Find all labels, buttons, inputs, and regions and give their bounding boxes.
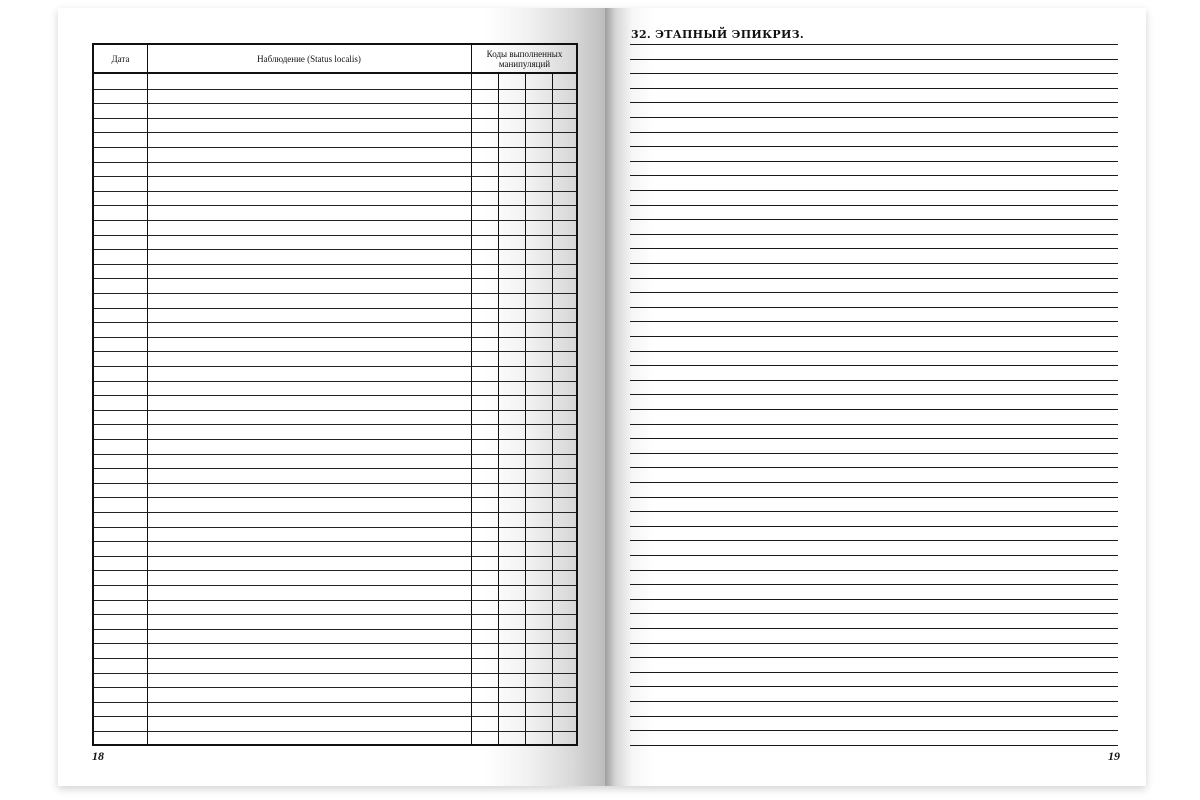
ruled-line [630,424,1118,425]
ruled-line [630,716,1118,717]
ruled-line [630,44,1118,45]
page-number-left: 18 [92,749,104,763]
ruled-line [630,526,1118,527]
table-row-line [94,103,576,104]
table-row-line [94,468,576,469]
table-row-line [94,497,576,498]
header-date: Дата [111,53,130,64]
table-row-line [94,235,576,236]
table-row-line [94,176,576,177]
table-row-line [94,600,576,601]
table-row-line [94,483,576,484]
ruled-line [630,161,1118,162]
ruled-line [630,394,1118,395]
ruled-line [630,132,1118,133]
ruled-line [630,146,1118,147]
ruled-line [630,336,1118,337]
ruled-line [630,88,1118,89]
table-row-line [94,410,576,411]
ruled-line [630,292,1118,293]
ruled-line [630,321,1118,322]
ruled-line [630,263,1118,264]
table-row-line [94,118,576,119]
table-row-line [94,439,576,440]
table-row-line [94,570,576,571]
table-row-line [94,89,576,90]
table-row-line [94,249,576,250]
table-row-line [94,702,576,703]
ruled-line [630,540,1118,541]
ruled-line [630,351,1118,352]
ruled-line [630,102,1118,103]
ruled-line [630,570,1118,571]
table-row-line [94,643,576,644]
page-number-right: 19 [1108,749,1120,763]
table-row-line [94,731,576,732]
ruled-line [630,467,1118,468]
table-row-line [94,337,576,338]
ruled-line [630,205,1118,206]
ruled-line [630,190,1118,191]
ruled-line [630,438,1118,439]
table-row-line [94,585,576,586]
table-row-line [94,541,576,542]
table-row-line [94,716,576,717]
table-row-line [94,278,576,279]
table-row-line [94,162,576,163]
ruled-line [630,643,1118,644]
ruled-line [630,380,1118,381]
ruled-line [630,73,1118,74]
table-row-line [94,220,576,221]
header-codes: Коды выполненных манипуляций [486,48,563,69]
ruled-line [630,59,1118,60]
table-row-line [94,658,576,659]
table-row-line [94,512,576,513]
table-row-line [94,308,576,309]
table-row-line [94,366,576,367]
observation-table [92,43,578,746]
table-row-line [94,322,576,323]
table-row-line [94,614,576,615]
ruled-line [630,248,1118,249]
ruled-line [630,584,1118,585]
ruled-line [630,365,1118,366]
ruled-line [630,511,1118,512]
ruled-line [630,701,1118,702]
ruled-line [630,482,1118,483]
ruled-line [630,307,1118,308]
header-observation: Наблюдение (Status localis) [257,53,361,64]
table-row-line [94,205,576,206]
table-row-line [94,556,576,557]
ruled-line [630,628,1118,629]
table-row-line [94,454,576,455]
table-row-line [94,293,576,294]
ruled-line [630,219,1118,220]
ruled-line [630,730,1118,731]
table-row-line [94,687,576,688]
right-page [605,8,1146,786]
section-title: 32. ЭТАПНЫЙ ЭПИКРИЗ. [631,28,805,41]
table-row-line [94,527,576,528]
ruled-line [630,175,1118,176]
ruled-line [630,278,1118,279]
table-row-line [94,191,576,192]
ruled-line [630,686,1118,687]
ruled-line [630,599,1118,600]
ruled-line [630,613,1118,614]
ruled-line [630,497,1118,498]
table-row-line [94,395,576,396]
table-row-line [94,351,576,352]
ruled-line [630,234,1118,235]
ruled-line [630,745,1118,746]
ruled-line [630,409,1118,410]
table-row-line [94,264,576,265]
table-row-line [94,673,576,674]
table-row-line [94,147,576,148]
book-spread [58,8,1146,786]
table-row-line [94,424,576,425]
ruled-line [630,117,1118,118]
left-page [58,8,605,786]
ruled-line [630,657,1118,658]
ruled-line [630,555,1118,556]
table-row-line [94,629,576,630]
table-row-line [94,381,576,382]
ruled-line [630,453,1118,454]
header-separator [94,72,576,74]
table-row-line [94,132,576,133]
ruled-line [630,672,1118,673]
